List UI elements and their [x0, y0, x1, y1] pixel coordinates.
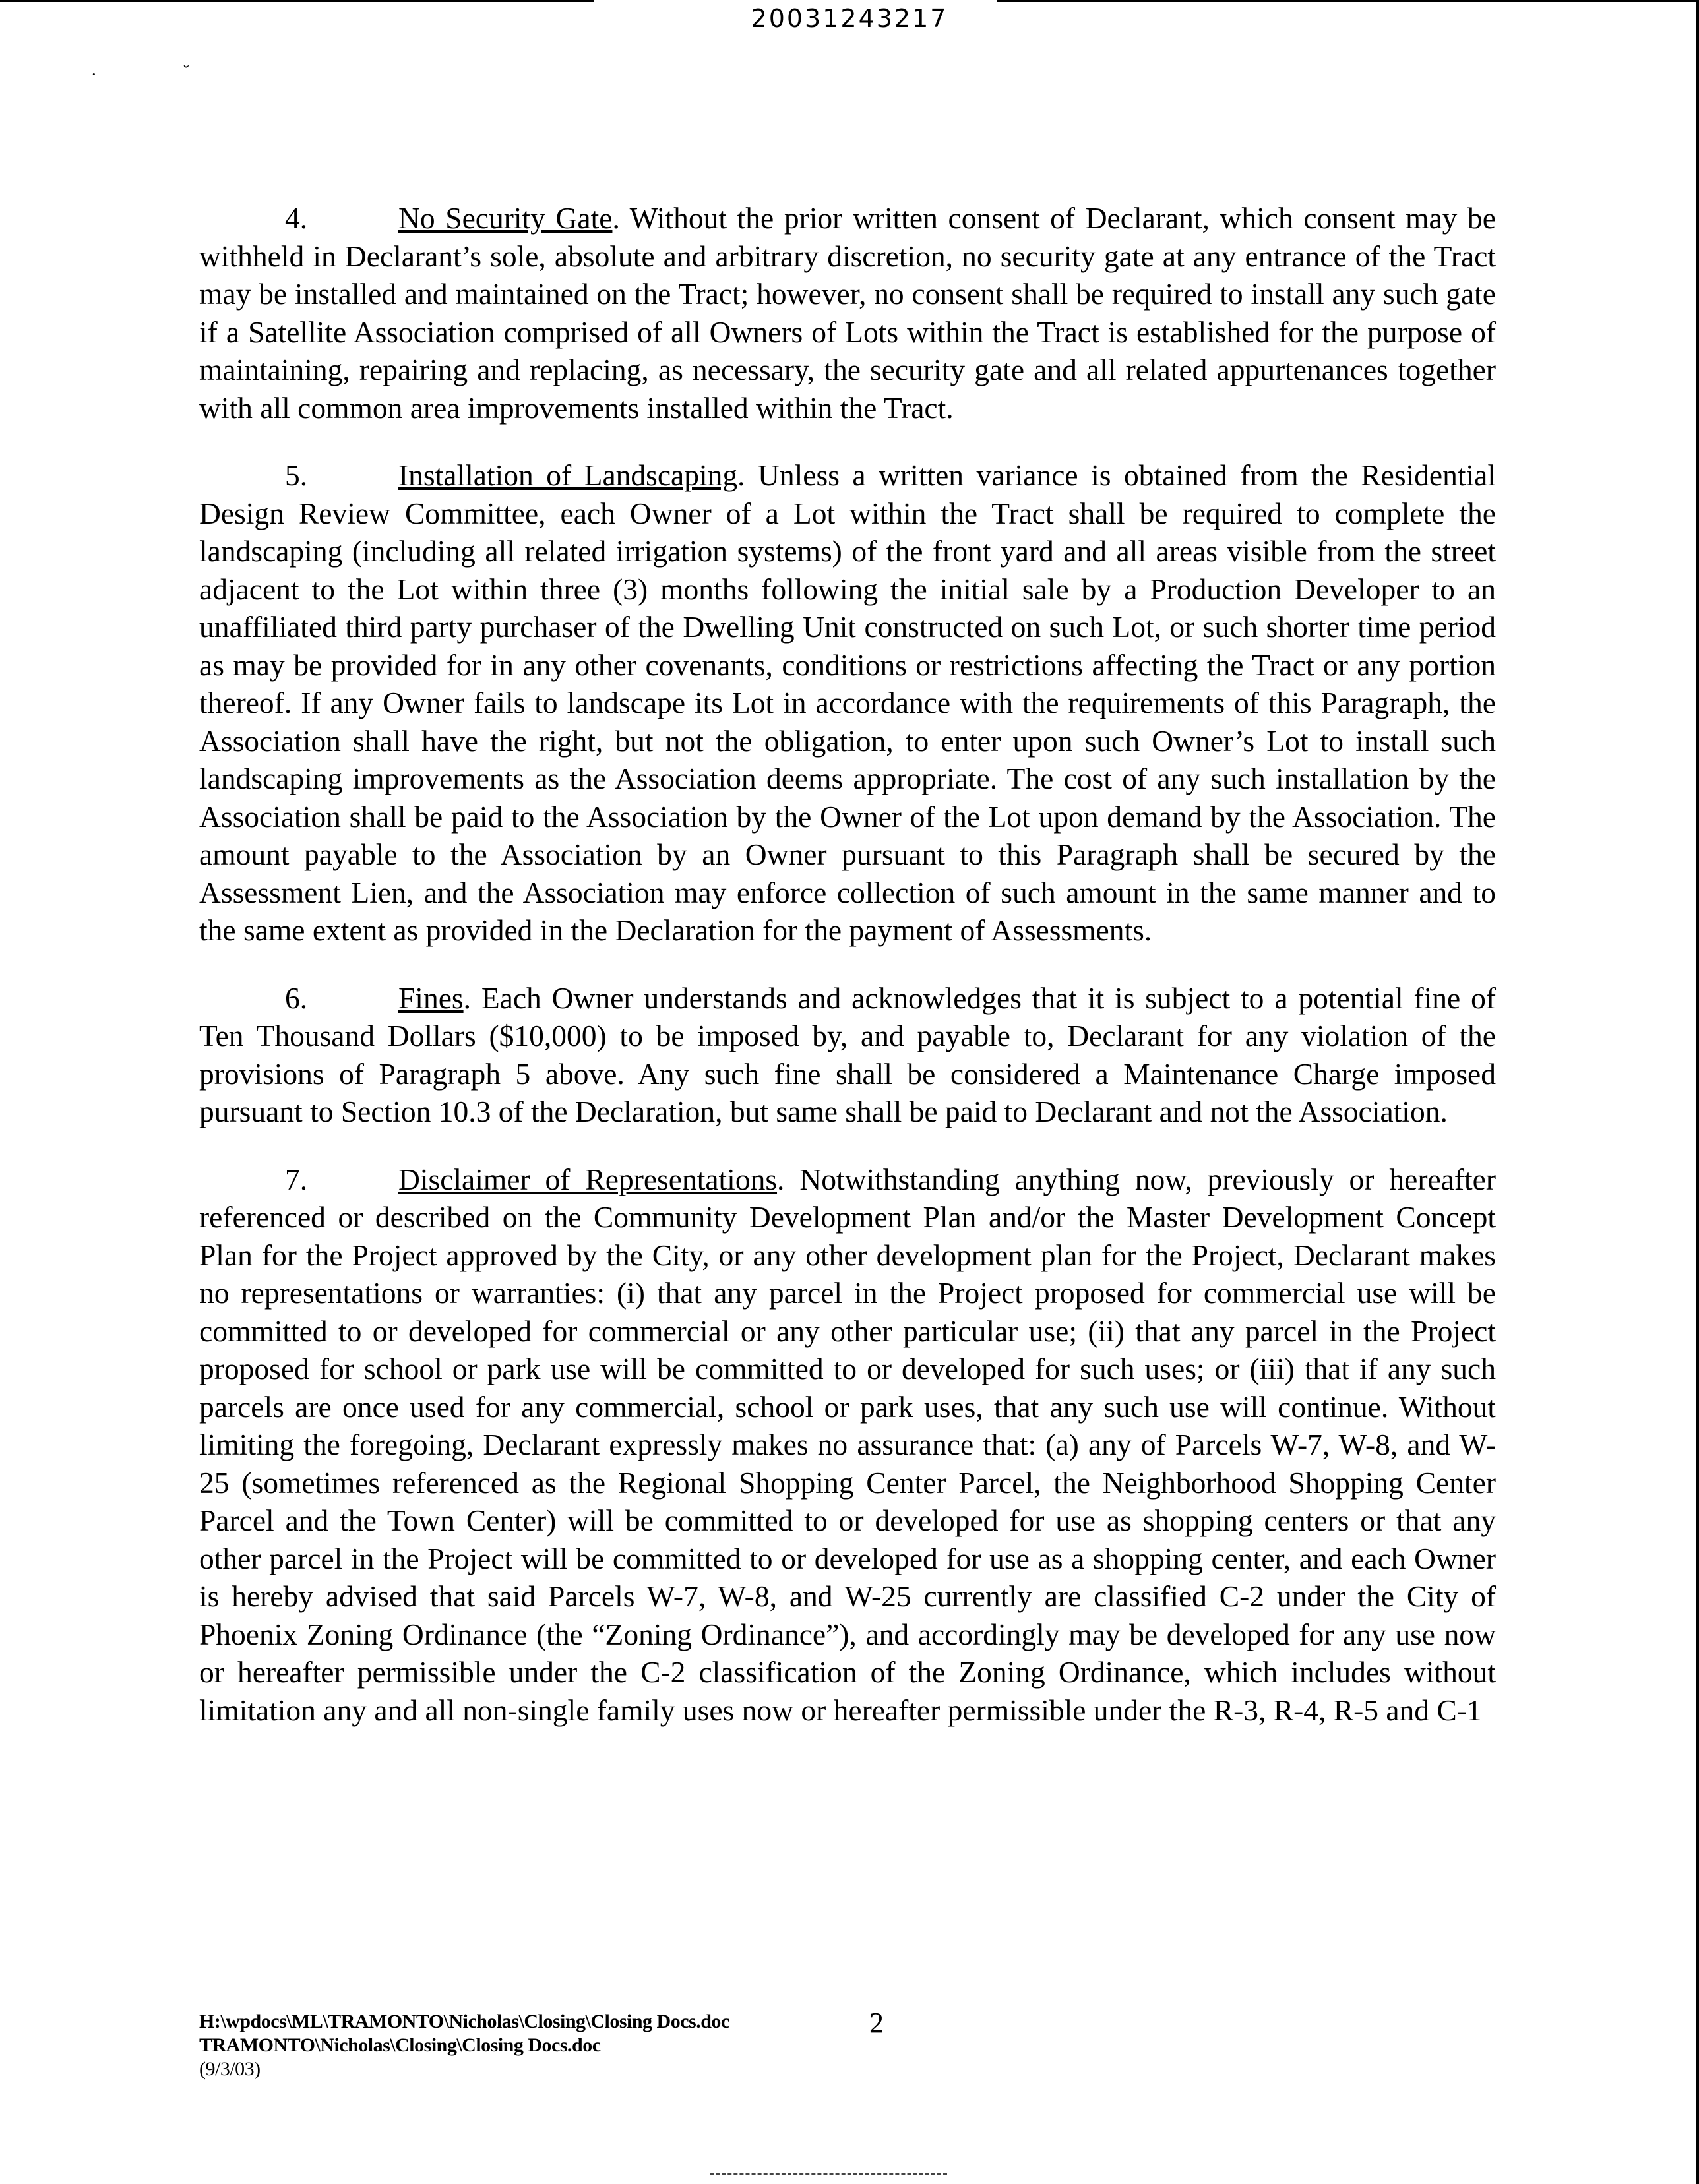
paragraph-disclaimer: [199, 1161, 1496, 1730]
paragraph-text: . Each Owner understands and acknowledges that it is subject to a potential fine of Ten Thousand Dollars ($10,000) to be imposed by, and payable to, Declarant for any violation of the provisions of Paragraph 5 above. Any such fine shall be considered a Maintenance Charge imposed pursuant to Section 10.3 of the Declaration, but same shall be paid to Declarant and not the Association.: [199, 981, 1496, 1128]
paragraph-number: 6.: [285, 981, 308, 1015]
paragraph-heading: Fines: [398, 981, 464, 1015]
scan-border-top-left: [0, 0, 594, 2]
paragraph-text: . Without the prior written consent of Declarant, which consent may be withheld in Declarant’s sole, absolute and arbitrary discretion, no security gate at any entrance of the Tract may be installed and maintained on the Tract; however, no consent shall be required to install any such gate if a Satellite Association comprised of all Owners of Lots within the Tract is established for the purpose of maintaining, repairing and replacing, as necessary, the security gate and all related appurtenances together with all common area improvements installed within the Tract.: [199, 201, 1496, 425]
paragraph-number: 4.: [285, 201, 308, 235]
file-path-footer: [199, 2010, 729, 2081]
paragraph-text: . Unless a written variance is obtained from the Residential Design Review Committee, each Owner of a Lot within the Tract shall be required to complete the landscaping (including all related irrigation systems) of the front yard and all areas visible from the street adjacent to the Lot within three (3) months following the initial sale by a Production Developer to an unaffiliated third party purchaser of the Dwelling Unit constructed on such Lot, or such shorter time period as may be provided for in any other covenants, conditions or restrictions affecting the Tract or any portion thereof. If any Owner fails to landscape its Lot in accordance with the requirements of this Paragraph, the Association shall have the right, but not the obligation, to enter upon such Owner’s Lot to install such landscaping improvements as the Association deems appropriate. The cost of any such installation by the Association shall be paid to the Association by the Owner of the Lot upon demand by the Association. The amount payable to the Association by an Owner pursuant to this Paragraph shall be secured by the Assessment Lien, and the Association may enforce collection of such amount in the same manner and to the same extent as provided in the Declaration for the payment of Assessments.: [199, 458, 1496, 947]
paragraph-heading: Disclaimer of Representations: [398, 1162, 778, 1196]
file-path-line: TRAMONTO\Nicholas\Closing\Closing Docs.doc: [199, 2034, 601, 2056]
paragraph-landscaping: [199, 456, 1496, 950]
paragraph-heading: Installation of Landscaping: [398, 458, 738, 492]
paragraph-security-gate: [199, 199, 1496, 427]
document-body: [199, 199, 1496, 1759]
paragraph-text: . Notwithstanding anything now, previously or hereafter referenced or described on the Community Development Plan and/or the Master Development Concept Plan for the Project approved by the City, or any other development plan for the Project, Declarant makes no representations or warranties: (i) that any parcel in the Project proposed for commercial use will be committed to or developed for commercial or any other particular use; (ii) that any parcel in the Project proposed for school or park use will be committed to or developed for such uses; or (iii) that if any such parcels are once used for any commercial, school or park uses, that any such use will continue. Without limiting the foregoing, Declarant expressly makes no assurance that: (a) any of Parcels W-7, W-8, and W-25 (sometimes referenced as the Regional Shopping Center Parcel, the Neighborhood Shopping Center Parcel and the Town Center) will be committed to or developed for use as shopping centers or that any other parcel in the Project will be committed to or developed for use as a shopping center, and each Owner is hereby advised that said Parcels W-7, W-8, and W-25 currently are classified C-2 under the City of Phoenix Zoning Ordinance (the “Zoning Ordinance”), and accordingly may be developed for any use now or hereafter permissible under the C-2 classification of the Zoning Ordinance, which includes without limitation any and all non-single family uses now or hereafter permissible under the R-3, R-4, R-5 and C-1: [199, 1162, 1497, 1727]
scan-speck: ˘: [183, 62, 189, 81]
file-path-line: H:\wpdocs\ML\TRAMONTO\Nicholas\Closing\Closing Docs.doc: [199, 2011, 729, 2032]
scan-border-top-right: [997, 0, 1699, 2]
paragraph-heading: No Security Gate: [398, 201, 613, 235]
page-number: 2: [869, 2007, 884, 2039]
scan-border-right: [1696, 0, 1699, 2184]
scan-bottom-artifact: [710, 2173, 947, 2175]
scan-speck: ·: [91, 65, 97, 84]
paragraph-fines: [199, 979, 1496, 1131]
document-id: 20031243217: [751, 4, 948, 33]
footer-date: (9/3/03): [199, 2058, 261, 2080]
paragraph-number: 7.: [285, 1162, 308, 1196]
paragraph-number: 5.: [285, 458, 308, 492]
